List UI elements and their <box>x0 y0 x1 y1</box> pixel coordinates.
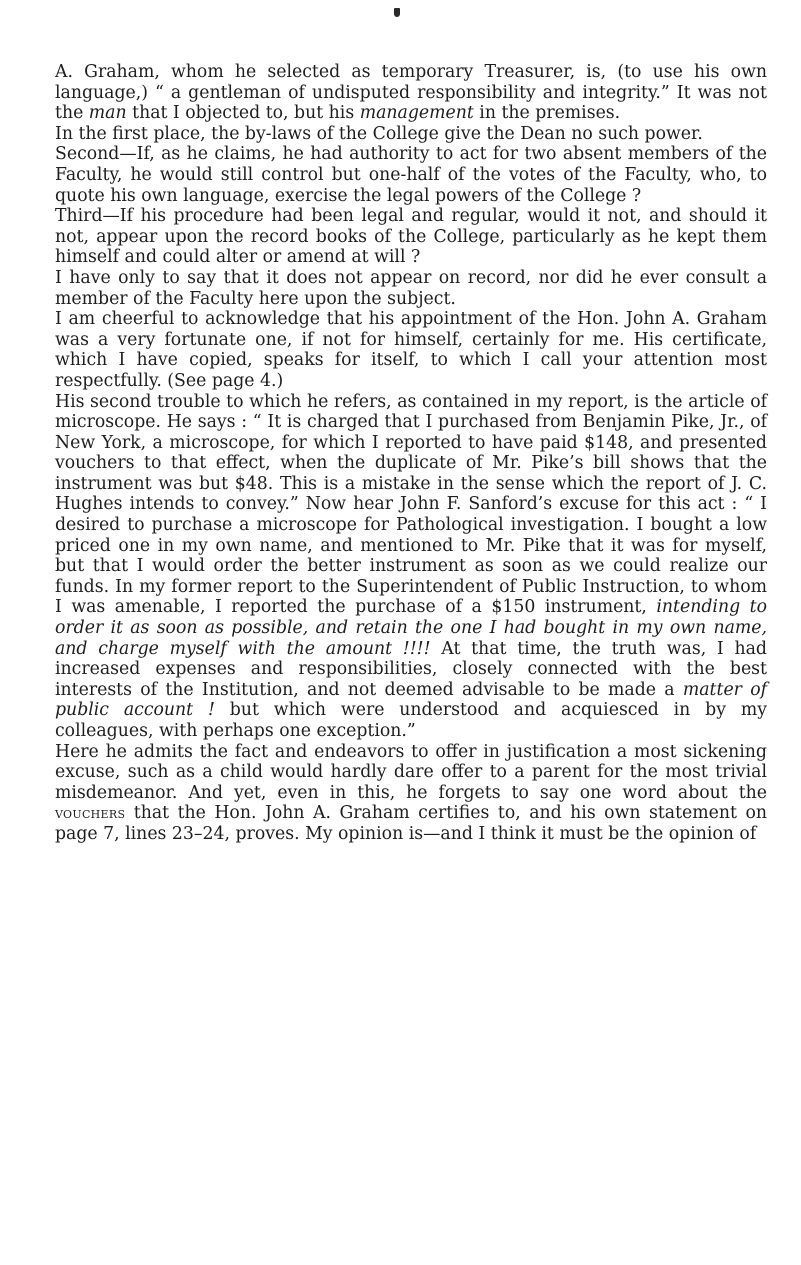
italic-run: matter of public account ! <box>55 679 767 721</box>
text-run: His second trouble to which he refers, as contained in my report, is the article of microscope. He says : “ It is charged that I purchased from Benjamin Pike, Jr., of New York, a microscope, for which I reported to have paid $148, and presented vouchers to that effect, when the duplicate of Mr. Pike’s bill shows that the instrument was but $48. This is a mistake in the sense which the report of J. C. Hughes intends to convey.” Now hear John F. Sanford’s excuse for this act : “ I desired to purchase a microscope for Pathological investigation. I bought a low priced one in my own name, and mentioned to Mr. Pike that it was for myself, but that I would order the better instrument as soon as we could realize our funds. In my former report to the Superintendent of Public Instruction, to whom I was amenable, I reported the purchase of a $150 instrument, <box>55 391 767 618</box>
text-run: Second—If, as he claims, he had authority to act for two absent members of the Faculty, he would still control but one-half of the votes of the Faculty, who, to quote his own language, exercise the legal powers of the College ? <box>55 144 767 206</box>
text-run: Here he admits the fact and endeavors to offer in justification a most sickening excuse, such as a child would hardly dare offer to a parent for the most trivial misdemeanor. And yet, even in this, he forgets to say one word about the <box>55 741 767 803</box>
italic-run: management <box>359 103 474 124</box>
text-run: A. Graham, whom he selected as temporary Treasurer, is, (to use his own language,) “ a gentleman of undisputed responsibility and integrity.” It was not the <box>55 62 767 124</box>
paragraph <box>55 309 767 391</box>
text-run: Third—If his procedure had been legal and regular, would it not, and should it not, appear upon the record books of the College, particularly as he kept them himself and could alter or amend at will ? <box>55 206 767 268</box>
text-run: that the Hon. John A. Graham certifies to, and his own statement on page 7, lines 23–24, proves. My opinion is—and I think it must be the opinion of <box>55 803 767 844</box>
paragraph <box>55 144 767 206</box>
page-corner-mark <box>394 8 400 17</box>
paragraph <box>55 742 767 845</box>
body-text <box>55 62 767 845</box>
text-run: that I objected to, but his <box>126 103 360 124</box>
smallcaps-run: vouchers <box>55 804 126 823</box>
paragraph <box>55 392 767 742</box>
italic-run: intending to order it as soon as possible, and retain the one I had bought in my own name, and charge myself with the amount !!!! <box>55 597 767 659</box>
italic-run: man <box>88 103 127 124</box>
text-run: In the first place, the by-laws of the College give the Dean no such power. <box>55 123 703 144</box>
paragraph <box>55 62 767 124</box>
paragraph <box>55 206 767 268</box>
paragraph <box>55 268 767 309</box>
paragraph <box>55 124 767 145</box>
text-run: At that time, the truth was, I had increased expenses and responsibilities, closely connected with the best interests of the Institution, and not deemed advisable to be made a <box>55 638 767 700</box>
text-run: I am cheerful to acknowledge that his appointment of the Hon. John A. Graham was a very fortunate one, if not for himself, certainly for me. His certificate, which I have copied, speaks for itself, to which I call your attention most respectfully. (See page 4.) <box>55 309 767 391</box>
text-run: in the premises. <box>473 103 621 124</box>
text-run: I have only to say that it does not appear on record, nor did he ever consult a member of the Faculty here upon the subject. <box>55 267 767 309</box>
text-run: but which were understood and acquiesced in by my colleagues, with perhaps one exception.” <box>55 700 767 741</box>
